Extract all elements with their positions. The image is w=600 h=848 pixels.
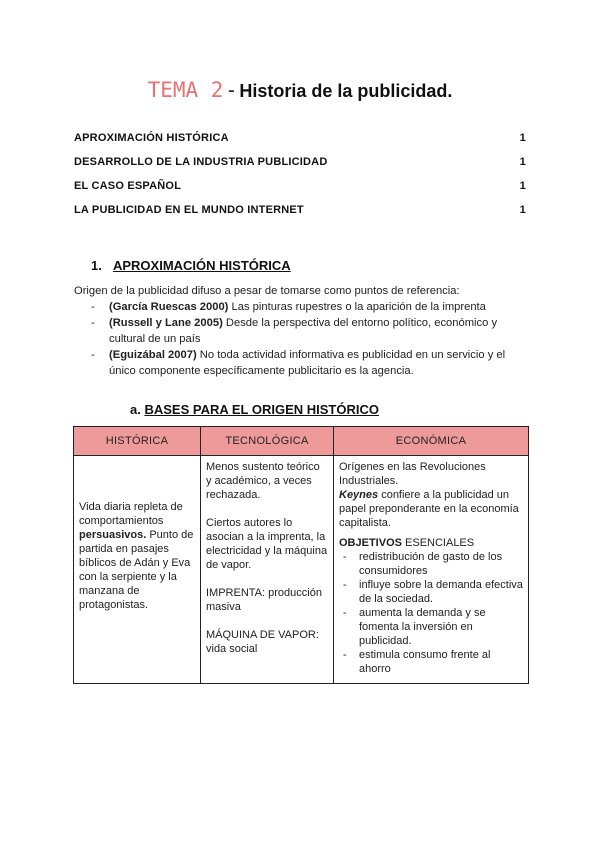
toc-page: 1 bbox=[519, 204, 526, 216]
toc-label: APROXIMACIÓN HISTÓRICA bbox=[74, 132, 229, 144]
citation: (Russell y Lane 2005) bbox=[109, 317, 223, 329]
subsection-letter: a. bbox=[130, 402, 141, 417]
document-title bbox=[0, 78, 600, 103]
toc-page: 1 bbox=[519, 156, 526, 168]
list-item: - redistribución de gasto de los consumidores bbox=[343, 551, 503, 577]
citation: (García Ruescas 2000) bbox=[109, 301, 229, 313]
toc-page: 1 bbox=[519, 132, 526, 144]
reference-list bbox=[74, 299, 534, 379]
list-item: - aumenta la demanda y se fomenta la inversión en publicidad. bbox=[343, 607, 486, 647]
list-item: - (García Ruescas 2000) Las pinturas rupestres o la aparición de la imprenta bbox=[91, 301, 486, 313]
list-item: - estimula consumo frente al ahorro bbox=[343, 649, 491, 675]
citation: (Eguizábal 2007) bbox=[109, 349, 197, 361]
list-item: - (Eguizábal 2007) No toda actividad informativa es publicidad en un servicio y el único componente específicamente publicitario es la agencia. bbox=[91, 349, 506, 377]
cell-historica: Vida diaria repleta de comportamientos persuasivos. Punto de partida en pasajes bíblicos de Adán y Eva con la serpiente y la manzana de protagonistas. bbox=[74, 456, 201, 684]
list-item: - influye sobre la demanda efectiva de la sociedad. bbox=[343, 579, 523, 605]
toc-entry[interactable] bbox=[74, 156, 526, 172]
title-separator: - bbox=[227, 79, 235, 102]
toc-page: 1 bbox=[519, 180, 526, 192]
toc-label: EL CASO ESPAÑOL bbox=[74, 180, 182, 192]
tema-label: TEMA 2 bbox=[147, 78, 224, 102]
list-item-text: Las pinturas rupestres o la aparición de la imprenta bbox=[228, 301, 486, 313]
list-item: - (Russell y Lane 2005) Desde la perspectiva del entorno político, económico y cultural de un país bbox=[91, 317, 498, 345]
section-number: 1. bbox=[91, 258, 102, 273]
subsection-heading bbox=[130, 402, 379, 417]
section-title: APROXIMACIÓN HISTÓRICA bbox=[112, 258, 291, 273]
title-main: Historia de la publicidad. bbox=[239, 81, 453, 101]
keynes-name: Keynes bbox=[339, 489, 379, 501]
section-heading bbox=[91, 258, 291, 273]
origins-table bbox=[73, 426, 529, 684]
toc-entry[interactable] bbox=[74, 132, 526, 148]
column-header: TECNOLÓGICA bbox=[201, 427, 334, 456]
cell-economica: Orígenes en las Revoluciones Industriales. Keynes confiere a la publicidad un papel preponderante en la economía capitalista. OBJETIVOS ESENCIALES - redistribución de gasto de los consumidores - influye sobre la demanda efectiva de la sociedad. - aumenta la demanda y se fomenta la inversión en publicidad. - estimula consumo frente al ahorro bbox=[334, 456, 529, 684]
list-item-text: No toda actividad informativa es publicidad en un servicio y el único componente específicamente publicitario es la agencia. bbox=[109, 349, 506, 377]
table-header-row bbox=[74, 427, 529, 456]
toc-entry[interactable] bbox=[74, 180, 526, 196]
toc-label: DESARROLLO DE LA INDUSTRIA PUBLICIDAD bbox=[74, 156, 328, 168]
toc-label: LA PUBLICIDAD EN EL MUNDO INTERNET bbox=[74, 204, 304, 216]
toc-entry[interactable] bbox=[74, 204, 526, 220]
column-header: ECONÓMICA bbox=[334, 427, 529, 456]
list-item-text: Desde la perspectiva del entorno político, económico y cultural de un país bbox=[109, 317, 498, 345]
subsection-title: BASES PARA EL ORIGEN HISTÓRICO bbox=[144, 402, 379, 417]
column-header: HISTÓRICA bbox=[74, 427, 201, 456]
cell-tecnologica: Menos sustento teórico y académico, a veces rechazada. Ciertos autores lo asocian a la imprenta, la electricidad y la máquina de vapor. IMPRENTA: producción masiva MÁQUINA DE VAPOR: vida social bbox=[201, 456, 334, 684]
objectives-list bbox=[339, 550, 523, 676]
section-intro: Origen de la publicidad difuso a pesar de tomarse como puntos de referencia: bbox=[74, 285, 460, 297]
bold-term: persuasivos. bbox=[79, 528, 147, 541]
table-row bbox=[74, 456, 529, 684]
